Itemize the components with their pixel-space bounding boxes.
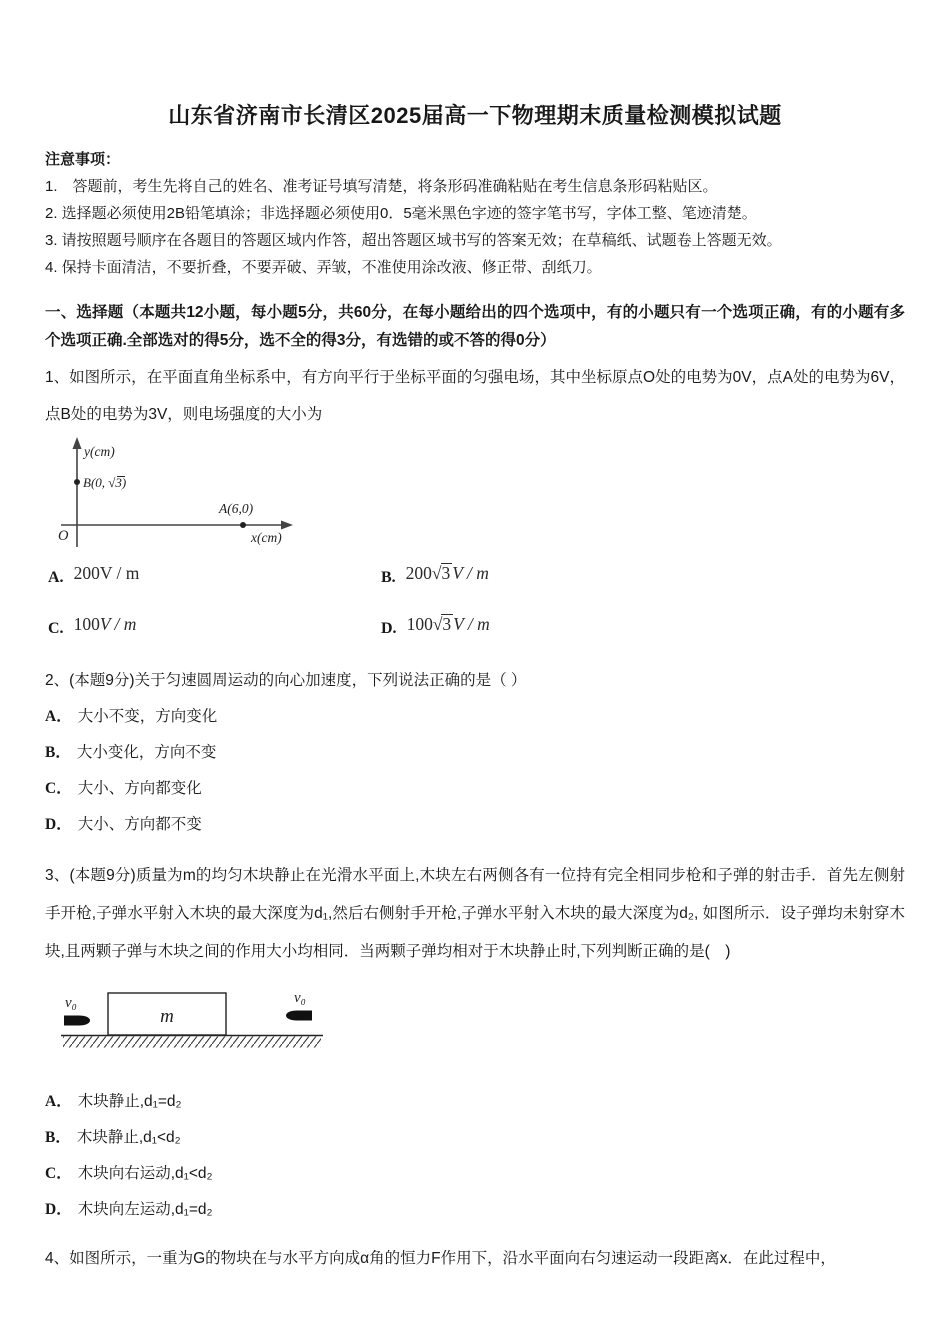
point-b-label: B(0, √3) xyxy=(83,475,127,490)
question-1-option-a xyxy=(48,563,381,587)
question-2-options xyxy=(45,699,905,843)
question-3-text: 3、(本题9分)质量为m的均匀木块静止在光滑水平面上,木块左右两侧各有一位持有完全相同步枪和子弹的射击手．首先左侧射手开枪,子弹水平射入木块的最大深度为d₁,然后右侧射手开枪,子弹水平射入木块的最大深度为d₂, 如图所示．设子弹均未射穿木块,且两颗子弹与木块之间的作用大小均相同．当两颗子弹均相对于木块静止时,下列判断正确的是( ) xyxy=(45,867,905,960)
left-bullet-velocity-label: v₀ xyxy=(65,995,77,1011)
option-text: 木块向右运动,d₁<d₂ xyxy=(77,1165,213,1182)
option-letter: A． xyxy=(45,1093,72,1110)
right-bullet-velocity-label: v₀ xyxy=(294,990,306,1006)
option-letter: A. xyxy=(48,569,64,586)
question-1-option-d xyxy=(381,614,905,638)
option-letter: A． xyxy=(45,708,72,725)
x-axis-label: x(cm) xyxy=(251,530,282,545)
question-1-option-b xyxy=(381,563,905,587)
origin-label: O xyxy=(58,528,69,544)
option-text: 木块向左运动,d₁=d₂ xyxy=(77,1201,213,1218)
option-letter: B． xyxy=(45,744,71,761)
option-letter: D． xyxy=(45,1201,72,1218)
option-text: 大小不变，方向变化 xyxy=(77,708,218,725)
coordinate-system-diagram xyxy=(51,435,331,553)
notice-section xyxy=(45,146,905,281)
question-2-text: 2、(本题9分)关于匀速圆周运动的向心加速度，下列说法正确的是（ ） xyxy=(45,672,527,689)
point-a-label: A(6,0) xyxy=(219,501,254,516)
option-letter: C． xyxy=(45,780,72,797)
option-text: 木块静止,d₁<d₂ xyxy=(76,1129,181,1146)
option-text: 大小、方向都变化 xyxy=(77,780,202,797)
option-text: 大小变化，方向不变 xyxy=(76,744,217,761)
question-2-option-c xyxy=(45,771,905,807)
right-bullet-icon xyxy=(286,1011,312,1021)
option-text: 大小、方向都不变 xyxy=(77,816,202,833)
question-2-option-b xyxy=(45,735,905,771)
point-a-dot xyxy=(240,522,246,528)
option-letter: D. xyxy=(381,620,397,637)
question-3-option-d xyxy=(45,1192,905,1228)
option-letter: B． xyxy=(45,1129,71,1146)
question-3-figure xyxy=(51,981,905,1064)
y-axis-arrow-icon xyxy=(73,437,82,449)
question-2-option-d xyxy=(45,807,905,843)
notice-heading: 注意事项： xyxy=(45,151,121,168)
option-letter: B. xyxy=(381,569,396,586)
notice-item-4: 4. 保持卡面清洁，不要折叠，不要弄破、弄皱，不准使用涂改液、修正带、刮纸刀。 xyxy=(45,259,602,276)
option-d-expression: 100√3 V / m xyxy=(406,614,490,634)
question-3-option-b xyxy=(45,1120,905,1156)
option-a-expression: 200V / m xyxy=(73,563,140,583)
radical-icon: √ xyxy=(431,563,442,583)
y-axis-label: y(cm) xyxy=(84,444,115,459)
question-4-text: 4、如图所示，一重为G的物块在与水平方向成α角的恒力F作用下，沿水平面向右匀速运动一段距离x．在此过程中， xyxy=(45,1250,836,1267)
question-1-options xyxy=(48,563,905,638)
question-2-option-a xyxy=(45,699,905,735)
option-letter: D． xyxy=(45,816,72,833)
option-letter: C. xyxy=(48,620,64,637)
notice-item-2: 2. 选择题必须使用2B铅笔填涂；非选择题必须使用0．5毫米黑色字迹的签字笔书写，字体工整、笔迹清楚。 xyxy=(45,205,757,222)
option-b-expression: 200√3 V / m xyxy=(405,563,489,583)
notice-item-1: 1. 答题前，考生先将自己的姓名、准考证号填写清楚，将条形码准确粘贴在考生信息条形码粘贴区。 xyxy=(45,178,718,195)
question-3-option-a xyxy=(45,1084,905,1120)
question-1-option-c xyxy=(48,614,381,638)
option-letter: C． xyxy=(45,1165,72,1182)
question-3-options xyxy=(45,1084,905,1228)
notice-item-3: 3. 请按照题号顺序在各题目的答题区域内作答，超出答题区域书写的答案无效；在草稿纸、试题卷上答题无效。 xyxy=(45,232,782,249)
option-text: 木块静止,d₁=d₂ xyxy=(77,1093,182,1110)
question-3-option-c xyxy=(45,1156,905,1192)
left-bullet-icon xyxy=(64,1016,90,1026)
option-c-expression: 100V / m xyxy=(73,614,137,634)
block-and-bullets-diagram xyxy=(51,981,351,1059)
ground-hatching xyxy=(63,1037,321,1048)
point-b-dot xyxy=(74,479,80,485)
exam-title: 山东省济南市长清区2025届高一下物理期末质量检测模拟试题 xyxy=(168,103,782,128)
radical-icon: √ xyxy=(432,614,443,634)
x-axis-arrow-icon xyxy=(281,521,293,530)
block-mass-label: m xyxy=(160,1006,174,1027)
question-1-figure xyxy=(51,435,905,558)
question-1-text: 1、如图所示，在平面直角坐标系中，有方向平行于坐标平面的匀强电场，其中坐标原点O处的电势为0V，点A处的电势为6V，点B处的电势为3V，则电场强度的大小为 xyxy=(45,369,905,423)
section-1-heading: 一、选择题（本题共12小题，每小题5分，共60分，在每小题给出的四个选项中，有的小题只有一个选项正确，有的小题有多个选项正确.全部选对的得5分，选不全的得3分，有选错的或不答的得0分） xyxy=(45,304,905,349)
